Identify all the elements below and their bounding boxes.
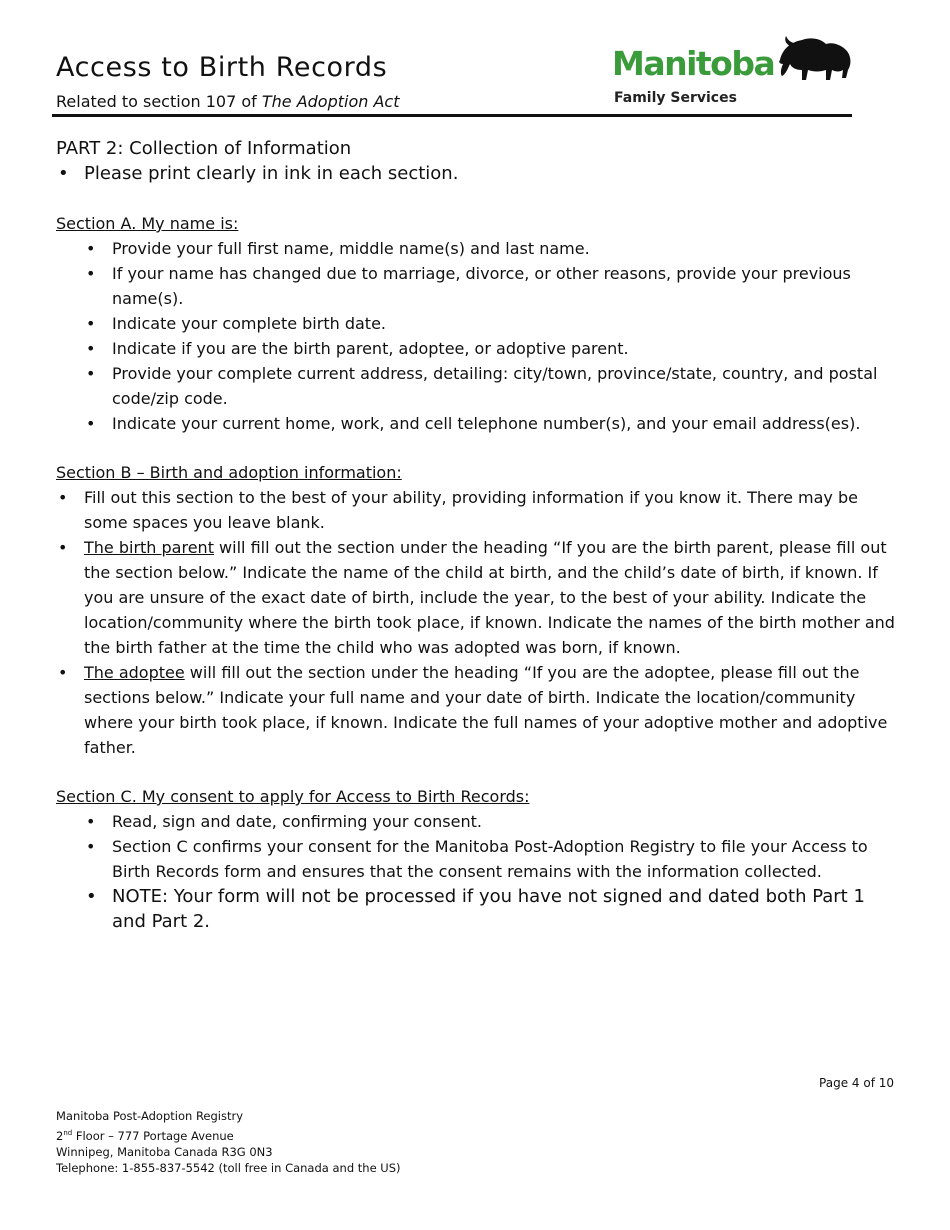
section-a-heading: Section A. My name is:	[56, 214, 239, 233]
bison-icon	[776, 34, 854, 86]
list-item: • Section C confirms your consent for the Manitoba Post-Adoption Registry to file your Access to Birth Records form and ensures that the consent remains with the information collected.	[112, 834, 896, 884]
section-b-heading: Section B – Birth and adoption information:	[56, 463, 402, 482]
logo-subtitle: Family Services	[614, 90, 737, 106]
footer-city: Winnipeg, Manitoba Canada R3G 0N3	[56, 1144, 273, 1159]
instructions-body	[56, 136, 896, 934]
list-item: • Please print clearly in ink in each section.	[84, 161, 896, 187]
birth-parent-text: will fill out the section under the heading “If you are the birth parent, please fill out the section below.” Indicate the name of the child at birth, and the child’s date of birth, if known. If you are unsure of the exact date of birth, include the year, to the best of your ability. Indicate the location/community where the birth took place, if known. Indicate the names of the birth mother and the birth father at the time the child who was adopted was born, if known.	[84, 538, 895, 657]
list-item: • Fill out this section to the best of your ability, providing information if you know it. There may be some spaces you leave blank.	[84, 485, 896, 535]
section-c-list	[56, 809, 896, 934]
list-item: • Read, sign and date, confirming your consent.	[112, 809, 896, 834]
part-instructions	[56, 161, 896, 187]
footer-address	[56, 1108, 401, 1177]
list-item: • NOTE: Your form will not be processed if you have not signed and dated both Part 1 and Part 2.	[112, 884, 896, 934]
birth-parent-label: The birth parent	[84, 538, 214, 557]
footer-phone: Telephone: 1-855-837-5542 (toll free in Canada and the US)	[56, 1161, 401, 1176]
page-subtitle	[56, 92, 399, 111]
list-item	[84, 535, 896, 660]
list-item: • Indicate your complete birth date.	[112, 311, 896, 336]
list-item: • Indicate if you are the birth parent, adoptee, or adoptive parent.	[112, 336, 896, 361]
page-number: Page 4 of 10	[819, 1076, 894, 1090]
list-item	[84, 660, 896, 760]
list-item: • Provide your full first name, middle name(s) and last name.	[112, 236, 896, 261]
subtitle-act: The Adoption Act	[261, 92, 400, 111]
list-item: • If your name has changed due to marriage, divorce, or other reasons, provide your previous name(s).	[112, 261, 896, 311]
adoptee-text: will fill out the section under the heading “If you are the adoptee, please fill out the sections below.” Indicate your full name and your date of birth. Indicate the location/community where your birth took place, if known. Indicate the full names of your adoptive mother and adoptive father.	[84, 663, 888, 757]
adoptee-label: The adoptee	[84, 663, 185, 682]
section-b-list	[56, 485, 896, 760]
subtitle-prefix: Related to section 107 of	[56, 92, 262, 111]
section-a-list	[56, 236, 896, 436]
manitoba-logo	[608, 34, 858, 112]
header-divider	[52, 114, 852, 117]
logo-word: Manitoba	[612, 44, 775, 83]
page-title: Access to Birth Records	[56, 52, 388, 83]
footer-street: 2nd Floor – 777 Portage Avenue	[56, 1128, 234, 1143]
list-item: • Indicate your current home, work, and cell telephone number(s), and your email address(es).	[112, 411, 896, 436]
part-heading: PART 2: Collection of Information	[56, 138, 352, 159]
section-c-heading: Section C. My consent to apply for Access to Birth Records:	[56, 787, 530, 806]
list-item: • Provide your complete current address, detailing: city/town, province/state, country, and postal code/zip code.	[112, 361, 896, 411]
footer-org: Manitoba Post-Adoption Registry	[56, 1109, 244, 1123]
